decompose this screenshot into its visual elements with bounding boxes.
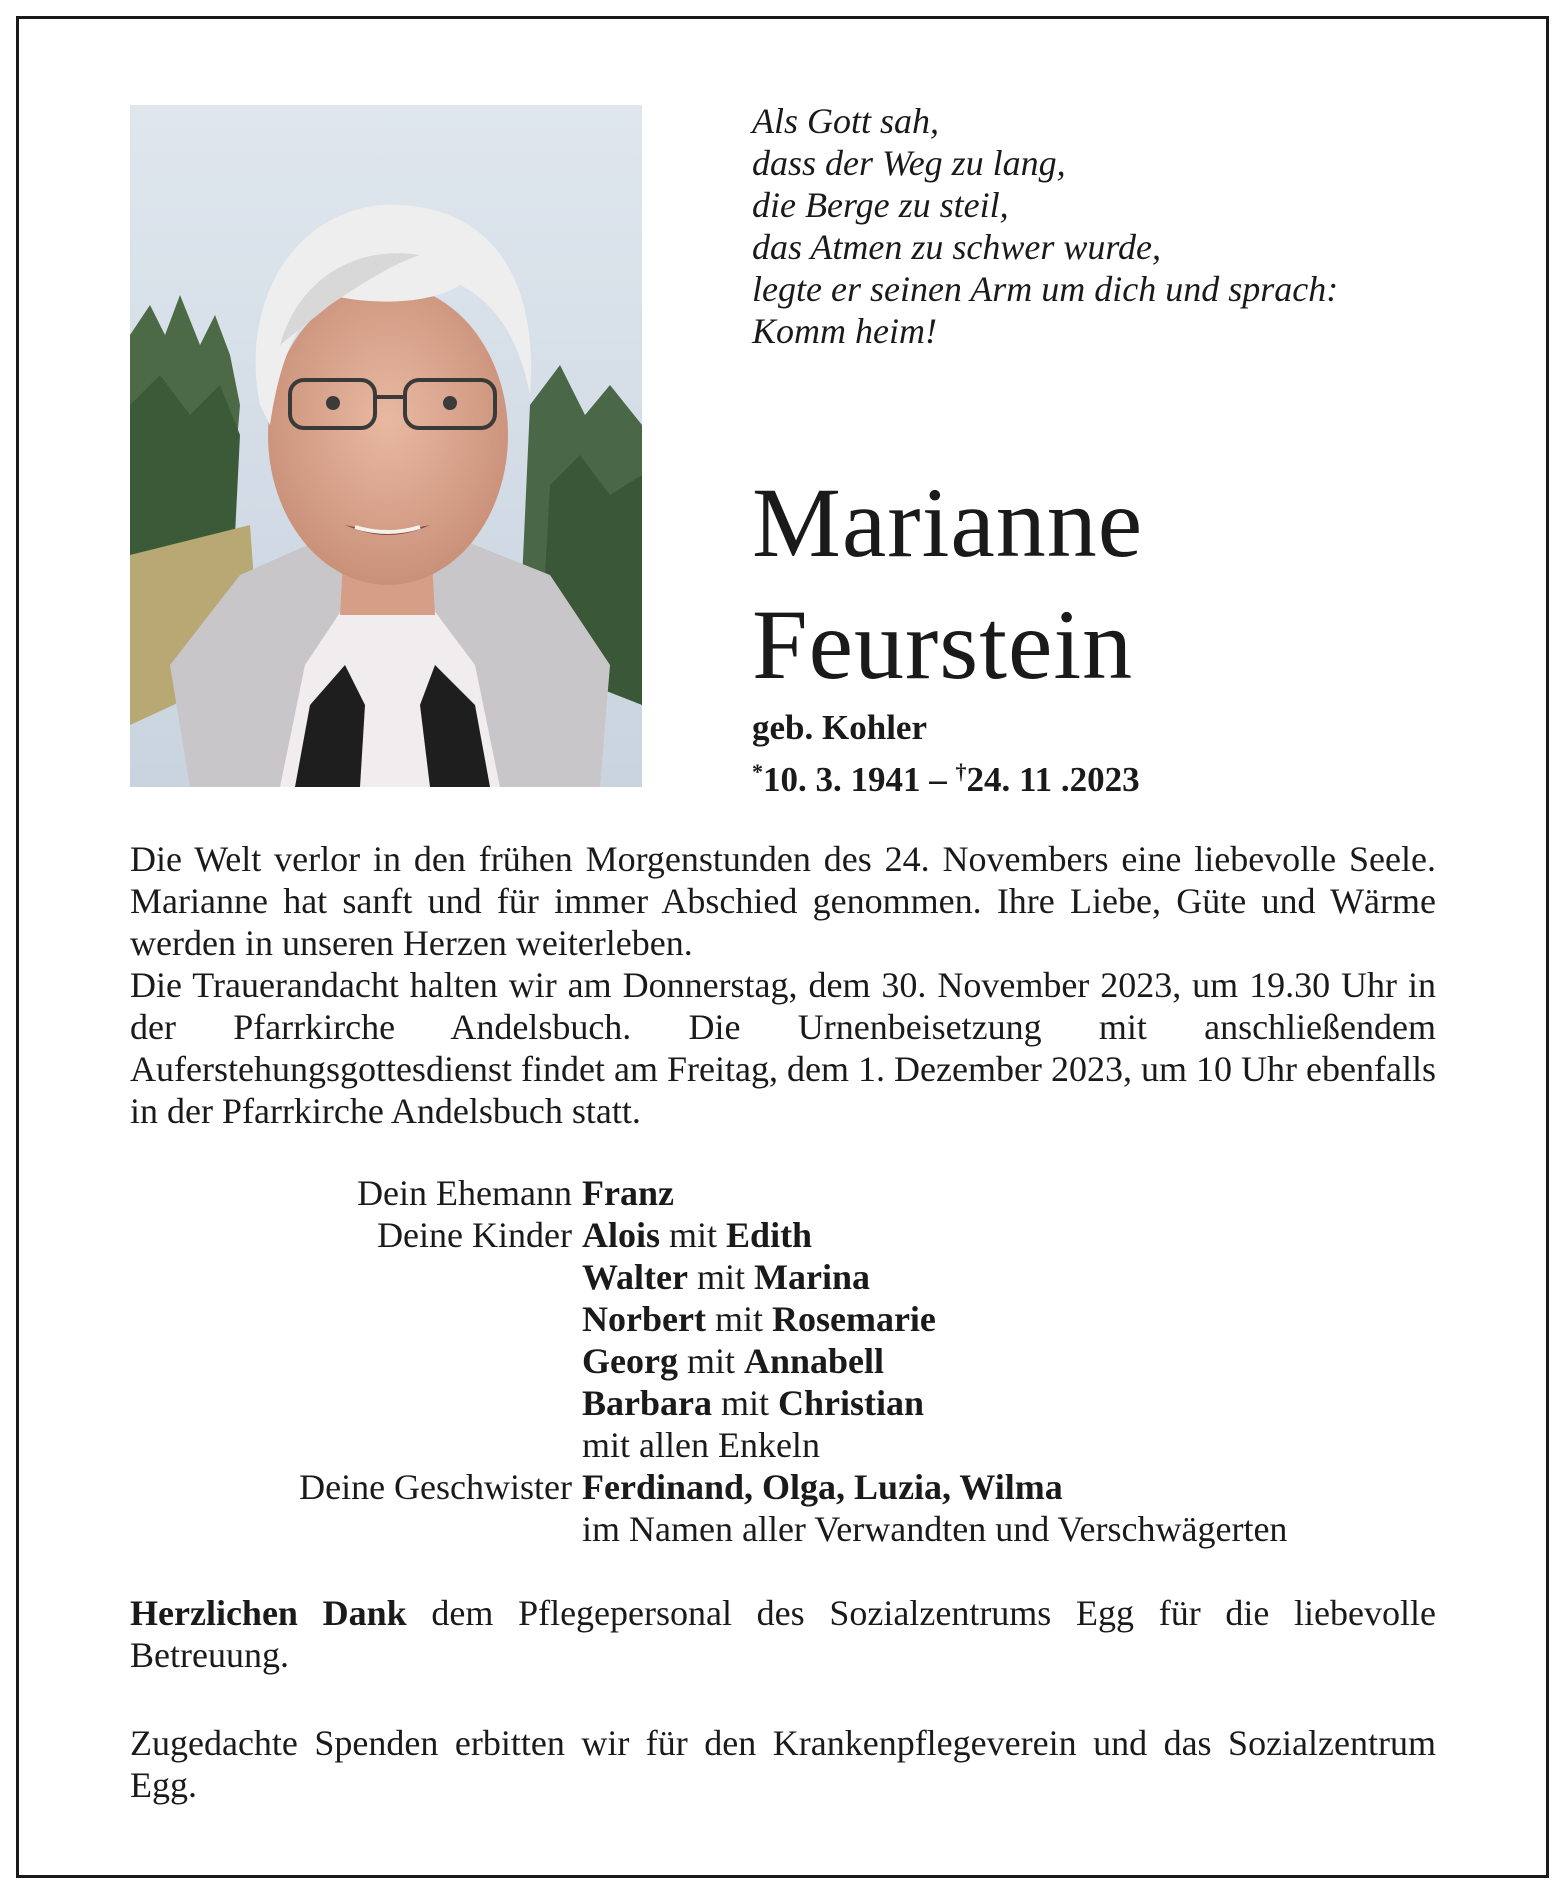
family-row-child (130, 1340, 1436, 1382)
connector: mit (669, 1215, 718, 1255)
children-label: Deine Kinder (377, 1215, 572, 1255)
birth-symbol: * (752, 759, 763, 784)
grandchildren: mit allen Enkeln (582, 1425, 820, 1465)
relatives: im Namen aller Verwandten und Verschwägerten (582, 1509, 1288, 1549)
partner-name: Rosemarie (771, 1299, 936, 1339)
poem (752, 100, 1472, 352)
donations-text: Zugedachte Spenden erbitten wir für den Krankenpflegeverein und das Sozialzentrum Egg. (130, 1723, 1436, 1805)
last-name: Feurstein (752, 589, 1134, 700)
donations-section (130, 1722, 1436, 1806)
service-paragraph: Die Trauerandacht halten wir am Donnerstag, dem 30. November 2023, um 19.30 Uhr in der Pfarrkirche Andelsbuch. Die Urnenbeisetzung mit anschließendem Auferstehungsgottesdienst findet am Freitag, dem 1. Dezember 2023, um 10 Uhr ebenfalls in der Pfarrkirche Andelsbuch statt. (130, 965, 1436, 1131)
family-row-relatives (130, 1508, 1436, 1550)
family-row-child (130, 1256, 1436, 1298)
poem-line: Als Gott sah, (752, 101, 940, 141)
child-name: Norbert (582, 1299, 706, 1339)
poem-line: die Berge zu steil, (752, 185, 1009, 225)
connector: mit (696, 1257, 745, 1297)
connector: mit (686, 1341, 735, 1381)
poem-line: dass der Weg zu lang, (752, 143, 1066, 183)
announcement-text (130, 838, 1436, 1132)
death-date: 24. 11 .2023 (966, 760, 1140, 799)
family-row-siblings (130, 1466, 1436, 1508)
spouse-name: Franz (582, 1173, 674, 1213)
birth-info (752, 706, 1140, 802)
poem-line: Komm heim! (752, 311, 937, 351)
death-symbol: † (955, 759, 967, 784)
deceased-name (752, 462, 1143, 706)
birth-date: 10. 3. 1941 (763, 760, 921, 799)
announcement-paragraph: Die Welt verlor in den frühen Morgenstunden des 24. Novembers eine liebevolle Seele. Marianne hat sanft und für immer Abschied genommen. Ihre Liebe, Güte und Wärme werden in unseren Herzen weiterleben. (130, 839, 1436, 963)
child-name: Georg (582, 1341, 678, 1381)
partner-name: Edith (726, 1215, 813, 1255)
connector: mit (714, 1299, 763, 1339)
siblings-label: Deine Geschwister (299, 1467, 572, 1507)
spouse-label: Dein Ehemann (357, 1173, 572, 1213)
thanks-section (130, 1592, 1436, 1676)
siblings-names: Ferdinand, Olga, Luzia, Wilma (582, 1467, 1063, 1507)
thanks-heading: Herzlichen Dank (130, 1593, 407, 1633)
family-list (130, 1172, 1436, 1550)
partner-name: Annabell (743, 1341, 885, 1381)
family-row-child (130, 1382, 1436, 1424)
life-dates (752, 750, 1140, 802)
poem-line: das Atmen zu schwer wurde, (752, 227, 1161, 267)
portrait-photo (130, 105, 642, 787)
maiden-name: geb. Kohler (752, 708, 927, 747)
family-row-child (130, 1214, 1436, 1256)
child-name: Walter (582, 1257, 688, 1297)
family-row-spouse (130, 1172, 1436, 1214)
date-separator: – (920, 760, 956, 799)
partner-name: Marina (753, 1257, 870, 1297)
first-name: Marianne (752, 467, 1144, 578)
connector: mit (721, 1383, 770, 1423)
family-row-grandchildren (130, 1424, 1436, 1466)
child-name: Barbara (582, 1383, 712, 1423)
partner-name: Christian (778, 1383, 925, 1423)
thanks-text: dem Pflegepersonal des Sozialzentrums Egg für die liebevolle Betreuung. (130, 1593, 1436, 1675)
poem-line: legte er seinen Arm um dich und sprach: (752, 269, 1339, 309)
child-name: Alois (582, 1215, 661, 1255)
family-row-child (130, 1298, 1436, 1340)
